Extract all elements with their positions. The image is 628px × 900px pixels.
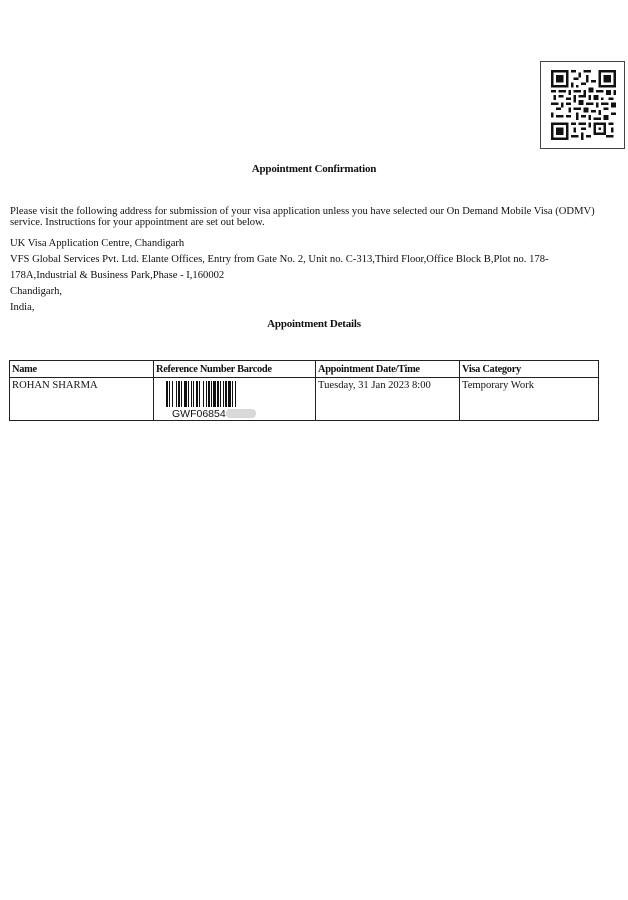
barcode-bar: [217, 381, 219, 407]
barcode-bar: [199, 381, 200, 407]
qr-code-icon: [551, 70, 616, 140]
address-line-1: UK Visa Application Centre, Chandigarh: [10, 238, 185, 249]
address-line-2: VFS Global Services Pvt. Ltd. Elante Offices, Entry from Gate No. 2, Unit no. C-313,Third Floor,Office Block B,Plot no. 178-: [10, 254, 549, 265]
address-country: India,: [10, 302, 35, 313]
address-line-3: 178A,Industrial & Business Park,Phase - I,160002: [10, 270, 225, 281]
barcode-bar: [196, 381, 198, 407]
header-appointment-datetime: Appointment Date/Time: [316, 361, 460, 378]
header-name: Name: [10, 361, 154, 378]
address-city: Chandigarh,: [10, 286, 63, 297]
redaction-mark: [226, 409, 256, 418]
table-row: [10, 378, 599, 421]
barcode-bar: [232, 381, 233, 407]
barcode-bar: [213, 381, 216, 407]
barcode-wrap: [156, 380, 313, 420]
header-reference-barcode: Reference Number Barcode: [154, 361, 316, 378]
barcode-bar: [211, 381, 212, 407]
barcode-icon: [166, 381, 258, 407]
barcode-bar: [191, 381, 192, 407]
page-title: Appointment Confirmation: [251, 163, 377, 175]
barcode-bar: [208, 381, 210, 407]
details-title: Appointment Details: [267, 318, 361, 330]
barcode-bar: [178, 381, 180, 407]
reference-number: [172, 408, 256, 420]
table-header-row: [10, 361, 599, 378]
barcode-bar: [166, 381, 168, 407]
barcode-bar: [203, 381, 204, 407]
barcode-bar: [181, 381, 182, 407]
barcode-bar: [176, 381, 177, 407]
appointment-details-table: [9, 360, 599, 421]
barcode-bar: [184, 381, 187, 407]
qr-code: [540, 61, 625, 149]
barcode-bar: [228, 381, 231, 407]
barcode-bar: [172, 381, 173, 407]
barcode-bar: [193, 381, 194, 407]
reference-cell: [154, 378, 316, 421]
visa-category: Temporary Work: [460, 378, 599, 421]
barcode-bar: [225, 381, 227, 407]
barcode-bar: [220, 381, 221, 407]
barcode-bar: [169, 381, 170, 407]
appointment-datetime: Tuesday, 31 Jan 2023 8:00: [316, 378, 460, 421]
barcode-bar: [188, 381, 189, 407]
reference-number-text: GWF06854: [172, 408, 226, 420]
barcode-bar: [223, 381, 224, 407]
header-visa-category: Visa Category: [460, 361, 599, 378]
barcode-bar: [235, 381, 236, 407]
barcode-bar: [206, 381, 207, 407]
applicant-name: ROHAN SHARMA: [10, 378, 154, 421]
intro-paragraph: Please visit the following address for submission of your visa application unless you have selected our On Demand Mobile Visa (ODMV) service. Instructions for your appointment are set out below.: [10, 206, 595, 228]
